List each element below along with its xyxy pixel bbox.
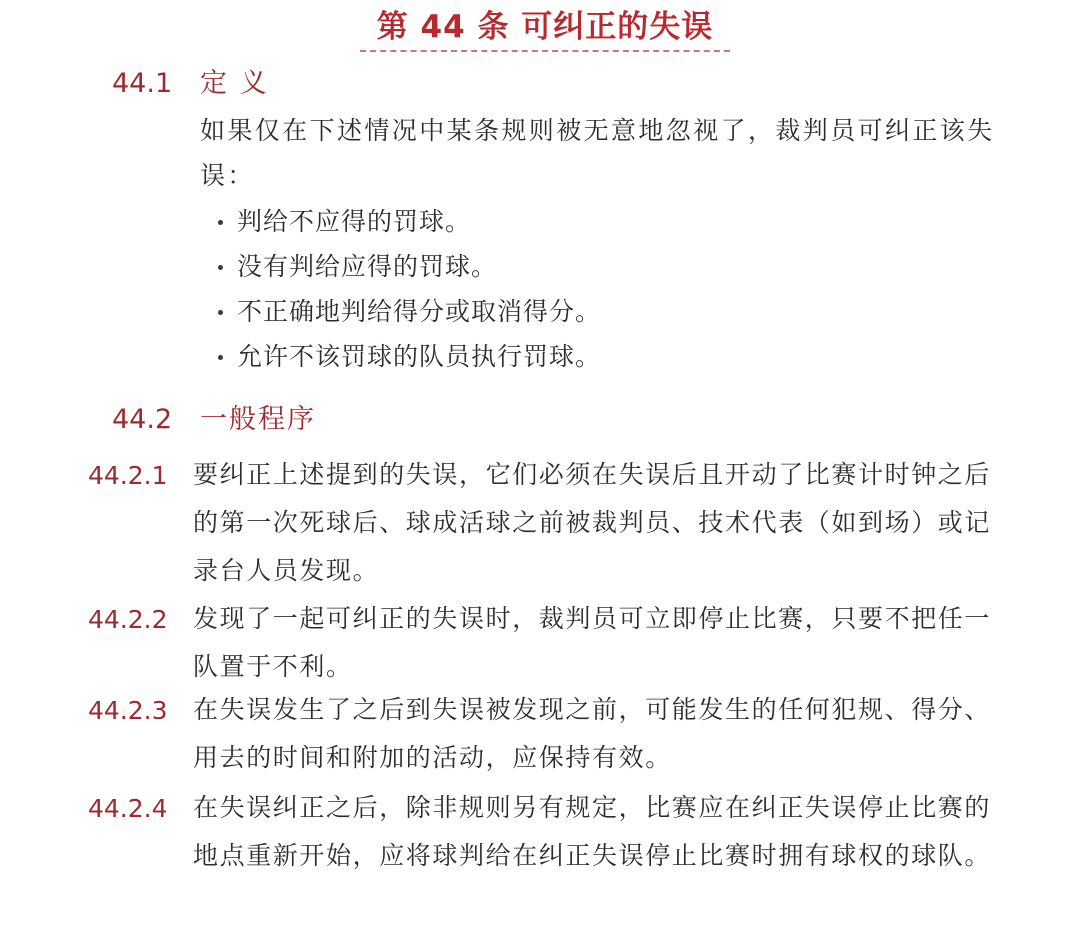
- clause-number: 44.2.1: [88, 461, 168, 490]
- bullet-dot-icon: [218, 265, 223, 270]
- clause-text: 要纠正上述提到的失误，它们必须在失误后且开动了比赛计时钟之后的第一次死球后、球成活球之前被裁判员、技术代表（如到场）或记录台人员发现。: [193, 460, 992, 585]
- bullet-text: 允许不该罚球的队员执行罚球。: [237, 342, 602, 371]
- section-1-title: 定 义: [200, 68, 269, 99]
- section-1-number: 44.1: [112, 68, 173, 99]
- clause-number: 44.2.3: [88, 696, 168, 725]
- bullet-item: [218, 250, 497, 284]
- clause-text: 发现了一起可纠正的失误时，裁判员可立即停止比赛，只要不把任一队置于不利。: [193, 604, 992, 681]
- title-underline: [360, 50, 730, 52]
- article-title-block: [360, 8, 730, 52]
- clause-number: 44.2.2: [88, 605, 168, 634]
- bullet-text: 判给不应得的罚球。: [237, 207, 472, 236]
- clause-text: 在失误纠正之后，除非规则另有规定，比赛应在纠正失误停止比赛的地点重新开始，应将球判给在纠正失误停止比赛时拥有球权的球队。: [193, 793, 992, 870]
- section-1-intro: 如果仅在下述情况中某条规则被无意地忽视了，裁判员可纠正该失误：: [200, 116, 995, 190]
- article-title: 第 44 条 可纠正的失误: [376, 9, 714, 45]
- bullet-dot-icon: [218, 310, 223, 315]
- section-2-number: 44.2: [112, 404, 173, 435]
- bullet-text: 不正确地判给得分或取消得分。: [237, 297, 602, 326]
- section-2-title: 一般程序: [200, 404, 316, 435]
- bullet-dot-icon: [218, 355, 223, 360]
- bullet-item: [218, 205, 471, 239]
- clause-number: 44.2.4: [88, 794, 168, 823]
- bullet-text: 没有判给应得的罚球。: [237, 252, 498, 281]
- bullet-item: [218, 295, 601, 329]
- bullet-dot-icon: [218, 220, 223, 225]
- clause-text: 在失误发生了之后到失误被发现之前，可能发生的任何犯规、得分、用去的时间和附加的活动，应保持有效。: [193, 695, 992, 772]
- bullet-item: [218, 340, 601, 374]
